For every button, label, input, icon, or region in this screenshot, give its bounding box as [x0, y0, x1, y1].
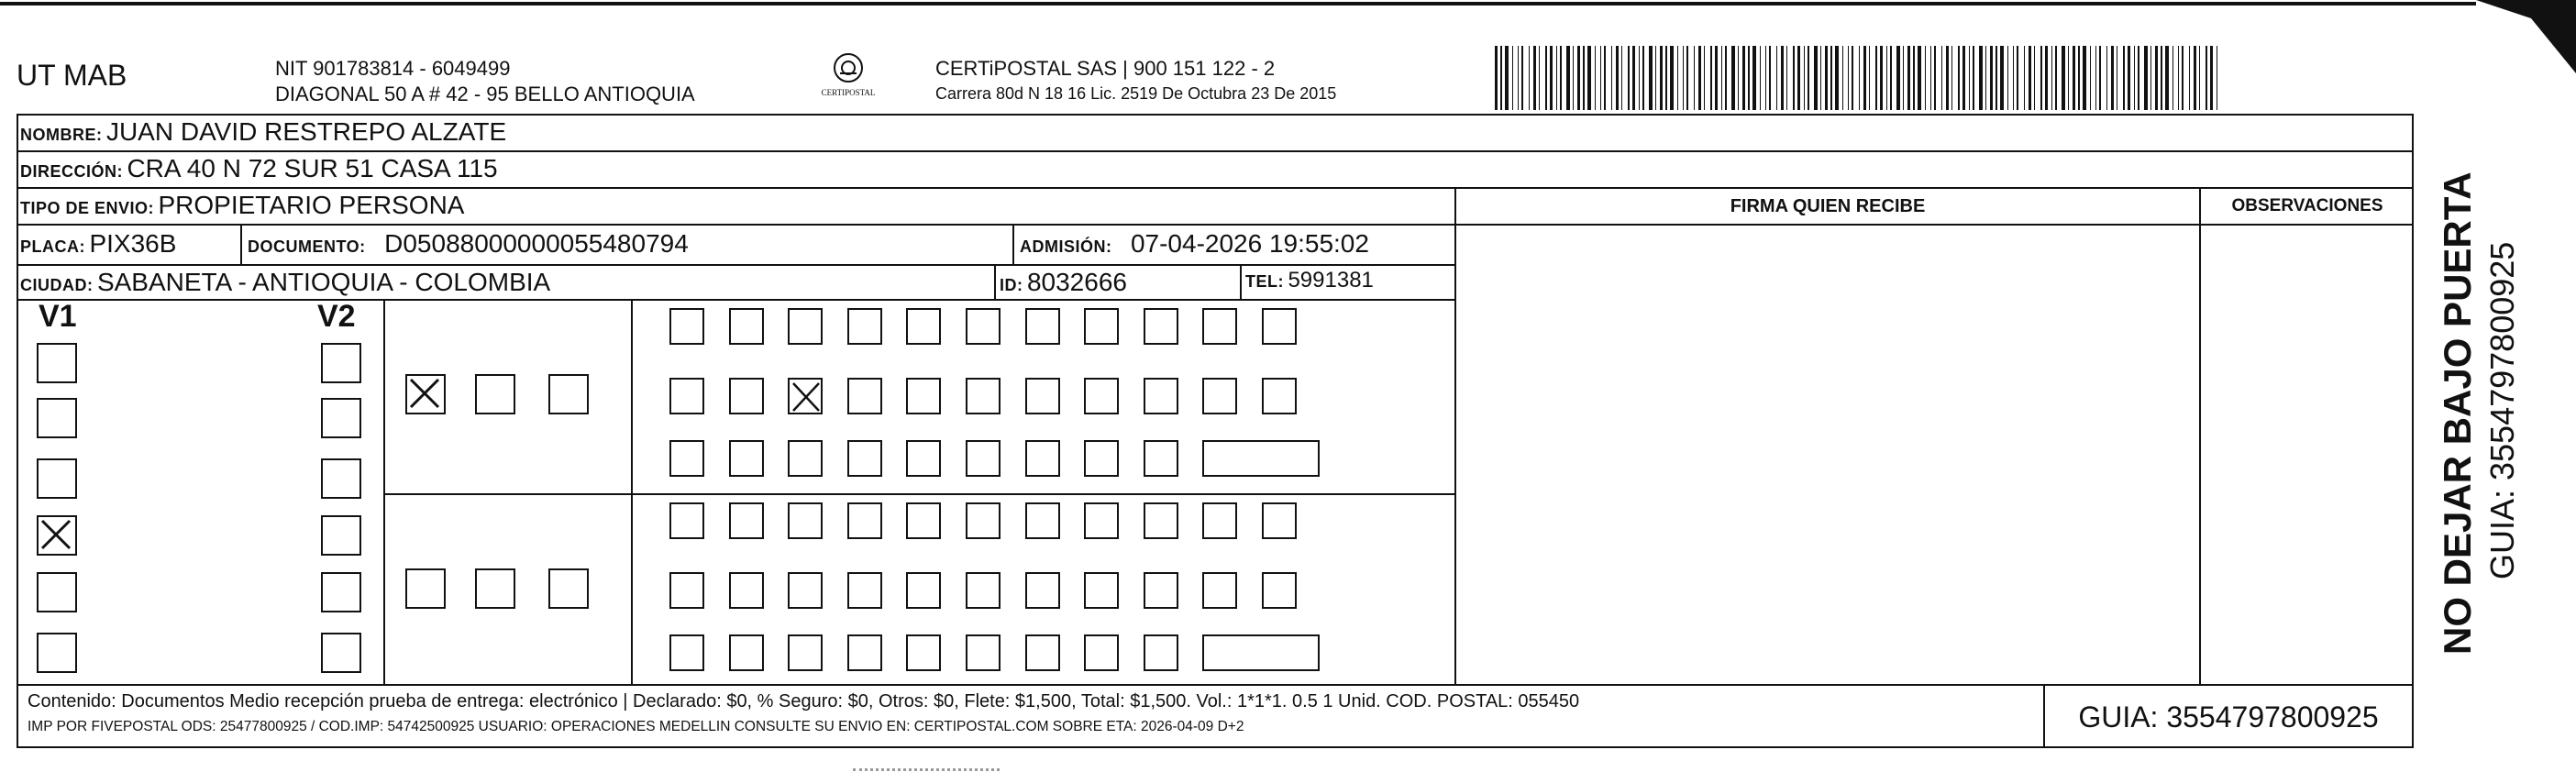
day-box	[788, 572, 823, 609]
day-box	[729, 502, 764, 539]
barcode-bar	[1973, 46, 1974, 110]
day-box	[847, 634, 882, 671]
day-box	[1025, 378, 1060, 414]
admision-label: ADMISIÓN:	[1020, 237, 1112, 256]
barcode-bar	[2161, 46, 2162, 110]
barcode-bar	[2178, 46, 2179, 110]
barcode-bar	[2189, 46, 2190, 110]
tipo-value: PROPIETARIO PERSONA	[158, 191, 465, 219]
day-box	[1202, 308, 1237, 345]
barcode-bar	[1765, 46, 1766, 110]
barcode-bar	[1628, 46, 1630, 110]
v2-checkbox	[321, 398, 361, 438]
barcode-bar	[1539, 46, 1540, 110]
day-box	[906, 634, 941, 671]
company-logo	[807, 51, 890, 106]
admision-value: 07-04-2026 19:55:02	[1130, 229, 1369, 258]
day-box	[1025, 572, 1060, 609]
barcode-bar	[1495, 46, 1498, 110]
barcode-bar	[1642, 46, 1644, 110]
barcode-bar	[1804, 46, 1805, 110]
day-box	[729, 572, 764, 609]
barcode-bar	[2007, 46, 2008, 110]
footer-guia: GUIA: 3554797800925	[2078, 700, 2379, 733]
barcode-bar	[2150, 46, 2151, 110]
x-mark	[790, 380, 823, 414]
ciudad-row	[20, 268, 550, 297]
barcode-bar	[2090, 46, 2091, 110]
barcode-bar	[1990, 46, 1993, 110]
day-box	[1025, 634, 1060, 671]
day-box	[906, 378, 941, 414]
day-box	[1144, 572, 1178, 609]
ciudad-value: SABANETA - ANTIOQUIA - COLOMBIA	[96, 268, 551, 296]
day-box	[1144, 308, 1178, 345]
barcode-bar	[1786, 46, 1787, 110]
barcode-bar	[1962, 46, 1965, 110]
barcode-bar	[1848, 46, 1849, 110]
barcode-bar	[2165, 46, 2169, 110]
barcode-bar	[2062, 46, 2065, 110]
col-line	[1012, 224, 1014, 264]
day-box	[906, 308, 941, 345]
barcode-bar	[1560, 46, 1562, 110]
barcode-bar	[1665, 46, 1667, 110]
barcode-bar	[2144, 46, 2148, 110]
barcode-bar	[1621, 46, 1622, 110]
day-box	[669, 308, 704, 345]
day-box	[729, 440, 764, 477]
barcode-bar	[2138, 46, 2139, 110]
barcode-bar	[1694, 46, 1695, 110]
day-box	[847, 440, 882, 477]
barcode-bar	[1814, 46, 1818, 110]
barcode-bar	[2182, 46, 2184, 110]
day-box	[1084, 308, 1119, 345]
v2-label: V2	[317, 299, 356, 334]
barcode-bar	[2134, 46, 2135, 110]
barcode-bar	[1550, 46, 1553, 110]
barcode-bar	[1556, 46, 1557, 110]
barcode-bar	[1769, 46, 1771, 110]
logo-wordmark: CERTIPOSTAL	[821, 88, 876, 97]
side-warning: NO DEJAR BAJO PUERTA	[2436, 171, 2479, 655]
id-row	[1000, 268, 1127, 297]
barcode-bar	[2083, 46, 2086, 110]
barcode-bar	[1670, 46, 1674, 110]
barcode-bar	[2155, 46, 2158, 110]
barcode-bar	[1686, 46, 1688, 110]
barcode-bar	[1518, 46, 1519, 110]
v2-checkbox	[321, 515, 361, 556]
barcode-bar	[1958, 46, 1960, 110]
barcode-bar	[1985, 46, 1986, 110]
barcode-bar	[1752, 46, 1756, 110]
barcode-bar	[1655, 46, 1656, 110]
visit-divider	[383, 493, 1454, 495]
barcode-bar	[1797, 46, 1800, 110]
month-checkbox	[475, 374, 515, 414]
barcode-bar	[1587, 46, 1591, 110]
barcode-bar	[1649, 46, 1653, 110]
day-box	[729, 634, 764, 671]
day-box	[669, 634, 704, 671]
tipo-row	[20, 191, 464, 220]
time-box	[1202, 634, 1320, 671]
barcode-bar	[1742, 46, 1745, 110]
day-box	[669, 502, 704, 539]
v1-checkbox	[37, 633, 77, 673]
row-line	[17, 187, 2414, 189]
day-box	[1084, 634, 1119, 671]
day-box	[729, 308, 764, 345]
day-box	[1202, 572, 1237, 609]
placa-value: PIX36B	[89, 229, 177, 258]
barcode-bar	[1583, 46, 1585, 110]
barcode-bar	[1683, 46, 1684, 110]
day-box	[966, 502, 1001, 539]
barcode-bar	[1969, 46, 1970, 110]
day-box	[1084, 440, 1119, 477]
row-line	[17, 264, 1454, 266]
day-box	[966, 634, 1001, 671]
admision-row	[1020, 229, 1369, 259]
day-box	[669, 572, 704, 609]
barcode-bar	[2172, 46, 2173, 110]
barcode-bar	[1698, 46, 1701, 110]
barcode-bar	[1748, 46, 1750, 110]
v1-checkbox	[37, 458, 77, 499]
visit-right-line	[631, 299, 633, 684]
v2-checkbox	[321, 572, 361, 612]
direccion-row	[20, 154, 498, 183]
bottom-cut-text	[853, 768, 1000, 777]
barcode	[1493, 46, 2227, 112]
sender-address: DIAGONAL 50 A # 42 - 95 BELLO ANTIOQUIA	[275, 83, 695, 105]
obs-left-line	[2199, 187, 2201, 684]
barcode-bar	[1632, 46, 1635, 110]
day-box	[1144, 378, 1178, 414]
barcode-bar	[1573, 46, 1574, 110]
row-line	[17, 224, 1454, 226]
barcode-bar	[1545, 46, 1547, 110]
day-box	[1025, 440, 1060, 477]
id-label: ID:	[1000, 276, 1023, 294]
barcode-bar	[1934, 46, 1936, 110]
barcode-bar	[2128, 46, 2130, 110]
barcode-bar	[1738, 46, 1739, 110]
day-box	[1025, 308, 1060, 345]
documento-label: DOCUMENTO:	[248, 237, 366, 256]
barcode-bar	[2017, 46, 2018, 110]
barcode-bar	[2034, 46, 2035, 110]
barcode-bar	[2068, 46, 2069, 110]
sender-nit: NIT 901783814 - 6049499	[275, 57, 511, 80]
day-box	[847, 502, 882, 539]
barcode-bar	[1660, 46, 1663, 110]
barcode-bar	[1820, 46, 1821, 110]
sender-name: UT MAB	[17, 59, 127, 92]
v1-label: V1	[39, 299, 77, 334]
nombre-value: JUAN DAVID RESTREPO ALZATE	[105, 117, 507, 146]
barcode-bar	[1715, 46, 1718, 110]
barcode-bar	[2040, 46, 2042, 110]
barcode-bar	[1600, 46, 1601, 110]
v2-checkbox	[321, 633, 361, 673]
day-box	[669, 440, 704, 477]
firma-left-line	[1454, 187, 1456, 684]
day-box	[1025, 502, 1060, 539]
documento-row	[248, 229, 689, 259]
barcode-bar	[1731, 46, 1735, 110]
barcode-bar	[1639, 46, 1640, 110]
barcode-bar	[1890, 46, 1892, 110]
month-checkbox	[405, 374, 446, 414]
barcode-bar	[1896, 46, 1900, 110]
barcode-bar	[1903, 46, 1904, 110]
barcode-bar	[1869, 46, 1870, 110]
barcode-bar	[1595, 46, 1596, 110]
barcode-bar	[1842, 46, 1843, 110]
day-box	[906, 502, 941, 539]
barcode-bar	[1793, 46, 1795, 110]
day-box	[1144, 502, 1178, 539]
tel-row	[1245, 268, 1374, 293]
v2-checkbox	[321, 458, 361, 499]
v1-checkbox	[37, 515, 77, 556]
barcode-bar	[1776, 46, 1777, 110]
barcode-bar	[2123, 46, 2125, 110]
barcode-bar	[1925, 46, 1926, 110]
day-box	[1202, 502, 1237, 539]
barcode-bar	[2111, 46, 2114, 110]
direccion-label: DIRECCIÓN:	[20, 162, 123, 181]
barcode-bar	[1946, 46, 1949, 110]
barcode-bar	[1979, 46, 1983, 110]
corner-fold	[2476, 0, 2576, 73]
day-box	[1084, 572, 1119, 609]
id-value: 8032666	[1026, 268, 1127, 296]
barcode-bar	[1500, 46, 1502, 110]
barcode-bar	[1760, 46, 1761, 110]
top-edge-line	[0, 2, 2476, 6]
barcode-bar	[2206, 46, 2207, 110]
day-box	[966, 378, 1001, 414]
company-name: CERTiPOSTAL SAS | 900 151 122 - 2	[935, 57, 1276, 80]
x-mark	[39, 517, 75, 554]
barcode-bar	[2194, 46, 2196, 110]
side-guia: GUIA: 3554797800925	[2483, 241, 2521, 579]
firma-label: FIRMA QUIEN RECIBE	[1730, 196, 1926, 216]
tel-value: 5991381	[1288, 268, 1374, 292]
day-box	[788, 378, 823, 414]
tipo-label: TIPO DE ENVIO:	[20, 199, 155, 217]
day-box	[1262, 378, 1297, 414]
day-box	[1084, 502, 1119, 539]
x-mark	[407, 376, 444, 413]
col-line	[1240, 264, 1242, 299]
company-license: Carrera 80d N 18 16 Lic. 2519 De Octubra 23 De 2015	[935, 84, 1337, 103]
barcode-bar	[1808, 46, 1809, 110]
placa-row	[20, 229, 176, 259]
barcode-bar	[2106, 46, 2107, 110]
barcode-bar	[1996, 46, 1997, 110]
barcode-bar	[1825, 46, 1828, 110]
barcode-bar	[1611, 46, 1612, 110]
barcode-bar	[1835, 46, 1839, 110]
barcode-bar	[1710, 46, 1712, 110]
barcode-bar	[1951, 46, 1952, 110]
barcode-bar	[1907, 46, 1910, 110]
day-box	[1084, 378, 1119, 414]
barcode-bar	[1566, 46, 1570, 110]
barcode-bar	[1875, 46, 1877, 110]
col-line	[240, 224, 242, 264]
day-box	[906, 572, 941, 609]
barcode-bar	[2051, 46, 2052, 110]
barcode-bar	[1852, 46, 1853, 110]
barcode-bar	[2210, 46, 2213, 110]
barcode-bar	[2013, 46, 2014, 110]
observaciones-label: OBSERVACIONES	[2231, 196, 2383, 215]
day-box	[1262, 502, 1297, 539]
day-box	[966, 308, 1001, 345]
day-box	[788, 440, 823, 477]
barcode-bar	[1533, 46, 1536, 110]
barcode-bar	[2199, 46, 2200, 110]
barcode-bar	[1941, 46, 1942, 110]
barcode-bar	[1930, 46, 1931, 110]
barcode-bar	[2000, 46, 2004, 110]
barcode-bar	[1677, 46, 1678, 110]
barcode-bar	[1880, 46, 1883, 110]
day-box	[1202, 378, 1237, 414]
barcode-bar	[1577, 46, 1580, 110]
barcode-bar	[1505, 46, 1509, 110]
barcode-bar	[1830, 46, 1832, 110]
status-right-line	[383, 299, 385, 684]
day-box	[1144, 440, 1178, 477]
barcode-bar	[2095, 46, 2096, 110]
col-line	[994, 264, 996, 299]
footer-imp: IMP POR FIVEPOSTAL ODS: 25477800925 / COD.IMP: 54742500925 USUARIO: OPERACIONES MEDELLIN CONSULTE SU ENVIO EN: CERTIPOSTAL.COM SOBRE ETA: 2026-04-09 D+2	[28, 719, 1244, 734]
barcode-bar	[1918, 46, 1921, 110]
time-box	[1202, 440, 1320, 477]
barcode-bar	[2024, 46, 2025, 110]
day-box	[906, 440, 941, 477]
day-box	[847, 378, 882, 414]
documento-value: D05088000000055480794	[384, 229, 689, 258]
tel-label: TEL:	[1245, 272, 1284, 291]
barcode-bar	[1863, 46, 1866, 110]
firma-header-line	[1454, 224, 2414, 226]
barcode-bar	[1913, 46, 1915, 110]
month-checkbox	[548, 568, 589, 609]
nombre-label: NOMBRE:	[20, 126, 103, 144]
barcode-bar	[2029, 46, 2031, 110]
direccion-value: CRA 40 N 72 SUR 51 CASA 115	[127, 154, 498, 182]
barcode-bar	[1704, 46, 1705, 110]
barcode-bar	[2055, 46, 2057, 110]
barcode-bar	[1886, 46, 1887, 110]
nombre-row	[20, 117, 506, 147]
barcode-bar	[1521, 46, 1523, 110]
row-line	[17, 150, 2414, 152]
day-box	[788, 634, 823, 671]
barcode-bar	[2045, 46, 2048, 110]
v2-checkbox	[321, 343, 361, 383]
day-box	[669, 378, 704, 414]
barcode-bar	[1604, 46, 1606, 110]
row-line	[17, 299, 1454, 301]
month-checkbox	[548, 374, 589, 414]
barcode-bar	[1725, 46, 1727, 110]
v1-checkbox	[37, 343, 77, 383]
barcode-bar	[1616, 46, 1619, 110]
barcode-bar	[1859, 46, 1860, 110]
barcode-bar	[2078, 46, 2080, 110]
barcode-bar	[1529, 46, 1530, 110]
day-box	[729, 378, 764, 414]
day-box	[1262, 308, 1297, 345]
v1-checkbox	[37, 398, 77, 438]
barcode-bar	[2073, 46, 2075, 110]
barcode-bar	[1512, 46, 1513, 110]
month-checkbox	[405, 568, 446, 609]
ciudad-label: CIUDAD:	[20, 276, 94, 294]
footer-contenido: Contenido: Documentos Medio recepción prueba de entrega: electrónico | Declarado: $0, % Seguro: $0, Otros: $0, Flete: $1,500, Total: $1,500. Vol.: 1*1*1. 0.5 1 Unid. COD. POSTAL: 055450	[28, 691, 1580, 711]
day-box	[788, 308, 823, 345]
day-box	[966, 572, 1001, 609]
day-box	[847, 572, 882, 609]
day-box	[788, 502, 823, 539]
day-box	[847, 308, 882, 345]
day-box	[1262, 572, 1297, 609]
v1-checkbox	[37, 572, 77, 612]
day-box	[1144, 634, 1178, 671]
barcode-bar	[2099, 46, 2101, 110]
day-box	[966, 440, 1001, 477]
month-checkbox	[475, 568, 515, 609]
barcode-bar	[1721, 46, 1722, 110]
placa-label: PLACA:	[20, 237, 85, 256]
barcode-bar	[1781, 46, 1784, 110]
